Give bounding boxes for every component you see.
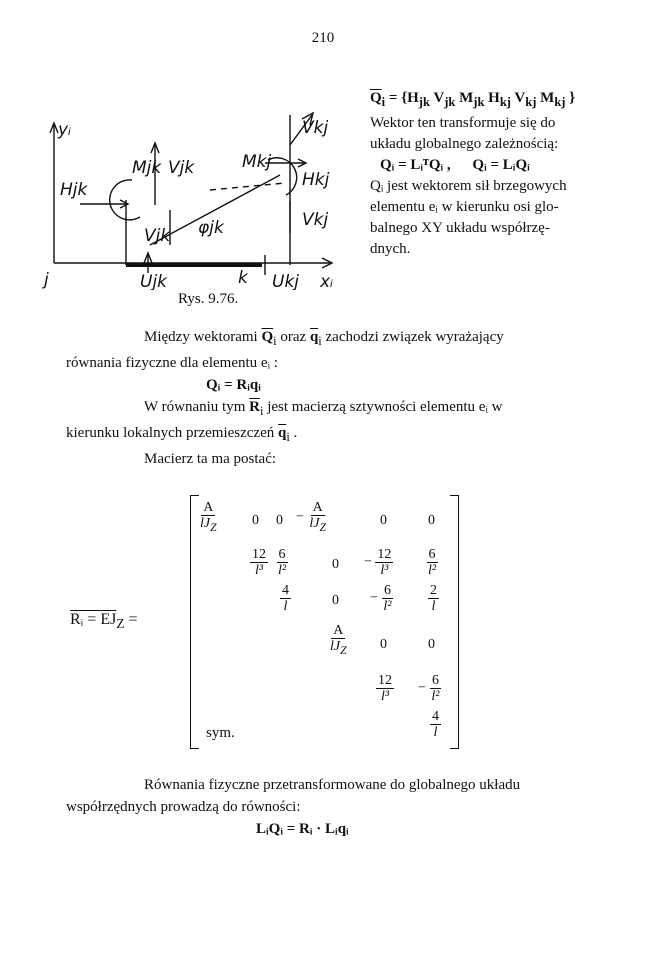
side-line-3: układu globalnego zależnością: (370, 136, 559, 152)
m-r4-c4: $\frac{A}{lJ_Z}$ (330, 623, 347, 657)
m-r1-c6: 0 (428, 513, 435, 528)
vector-component: $M_{kj}$ (536, 90, 566, 109)
right-bracket (450, 495, 459, 749)
m-r5-c6: − $\frac{6}{\text{l²}}$ (418, 673, 440, 704)
side-line-7: balnego XY układu współrzę- (370, 220, 550, 236)
label-phijk: φjk (198, 218, 224, 238)
stiffness-matrix (70, 495, 590, 755)
p3-line: Macierz ta ma postać: (144, 451, 277, 467)
paragraph-1 (66, 326, 586, 396)
m-r4-c6: 0 (428, 637, 435, 652)
figure-caption: Rys. 9.76. (178, 291, 239, 307)
vector-component: $V_{jk}$ (429, 90, 456, 109)
paragraph-4 (66, 774, 586, 840)
transform-eq-2: Qᵢ = LᵢQᵢ (472, 157, 530, 173)
side-line-6: elementu eᵢ w kierunku osi glo- (370, 199, 559, 215)
side-text-block (370, 88, 610, 260)
m-r4-c5: 0 (380, 637, 387, 652)
p1-line-2: równania fizyczne dla elementu eᵢ : (66, 355, 278, 371)
p4-line-1: Równania fizyczne przetransformowane do globalnego układu (144, 777, 521, 793)
m-r1-c3: 0 (276, 513, 283, 528)
m-r1-c4: − $\frac{A}{lJ_Z}$ (296, 500, 326, 534)
label-xi: xᵢ (320, 272, 334, 290)
p2-line-1: W równaniu tym $R_i$ jest macierzą sztywności elementu eᵢ w (144, 399, 503, 418)
label-ujk: Ujk (140, 272, 168, 290)
p2-line-2: kierunku lokalnych przemieszczeń $\overline{q}_i$ . (66, 425, 298, 444)
p1-line-1: Między wektorami $Q_i$ oraz $q_i$ zachodzi związek wyrażający (144, 329, 504, 348)
side-line-8: dnych. (370, 241, 411, 257)
matrix-lhs: Rᵢ = $EJ_Z$ = (70, 611, 138, 632)
vector-component: $V_{kj}$ (510, 90, 537, 109)
paragraph-2 (66, 396, 586, 470)
m-r1-c1: $\frac{A}{lJ_Z}$ (200, 500, 217, 534)
label-yi: yᵢ (58, 120, 72, 140)
vector-components (407, 90, 566, 109)
m-r6-c6: $\frac{4}{l}$ (432, 709, 439, 740)
side-line-2: Wektor ten transformuje się do (370, 115, 556, 131)
sym-label: sym. (206, 725, 235, 741)
label-vjk-bottom: Vjk (144, 226, 171, 246)
m-r2-c3: $\frac{6}{\text{l²}}$ (278, 547, 287, 578)
label-mkj: Mkj (242, 152, 272, 172)
m-r2-c2: $\frac{12}{\text{l³}}$ (252, 547, 266, 578)
label-vjk-top: Vjk (168, 158, 195, 178)
vector-component: $H_{jk}$ (407, 90, 430, 109)
eq-q-r-q: Qᵢ = Rᵢqᵢ (206, 377, 261, 393)
vector-definition: $\overline{Q}_i = \{H_{jk}$ $V_{jk}$ $M_{jk}$ $H_{kj}$ $V_{kj}$ $M_{kj}$ } (370, 90, 576, 109)
beam-element-figure (40, 105, 350, 290)
label-hjk: Hjk (60, 180, 88, 200)
m-r1-c2: 0 (252, 513, 259, 528)
m-r3-c6: $\frac{2}{l}$ (430, 583, 437, 614)
label-ukj: Ukj (272, 272, 300, 290)
label-k: k (238, 268, 248, 288)
m-r1-c5: 0 (380, 513, 387, 528)
m-r2-c5: − $\frac{12}{\text{l³}}$ (364, 547, 392, 578)
vector-component: $H_{kj}$ (484, 90, 511, 109)
m-r5-c5: $\frac{12}{\text{l³}}$ (378, 673, 392, 704)
m-r3-c3: $\frac{4}{l}$ (282, 583, 289, 614)
p4-line-2: współrzędnych prowadzą do równości: (66, 799, 301, 815)
m-r2-c6: $\frac{6}{\text{l²}}$ (428, 547, 437, 578)
m-r3-c4: 0 (332, 593, 339, 608)
label-hkj: Hkj (302, 170, 330, 190)
transform-equations (370, 155, 610, 176)
m-r2-c4: 0 (332, 557, 339, 572)
transform-eq-1: Qᵢ = LᵢᵀQᵢ , (380, 157, 451, 173)
side-line-5: Qᵢ jest wektorem sił brzegowych (370, 178, 567, 194)
final-equation: LᵢQᵢ = Rᵢ · Lᵢqᵢ (256, 821, 349, 837)
vector-component: $M_{jk}$ (455, 90, 485, 109)
label-mjk: Mjk (132, 158, 162, 178)
page-number: 210 (311, 30, 335, 46)
label-vkj-top: Vkj (302, 118, 329, 138)
label-vkj-bottom: Vkj (302, 210, 329, 230)
m-r3-c5: − $\frac{6}{\text{l²}}$ (370, 583, 392, 614)
label-j: j (44, 270, 49, 290)
